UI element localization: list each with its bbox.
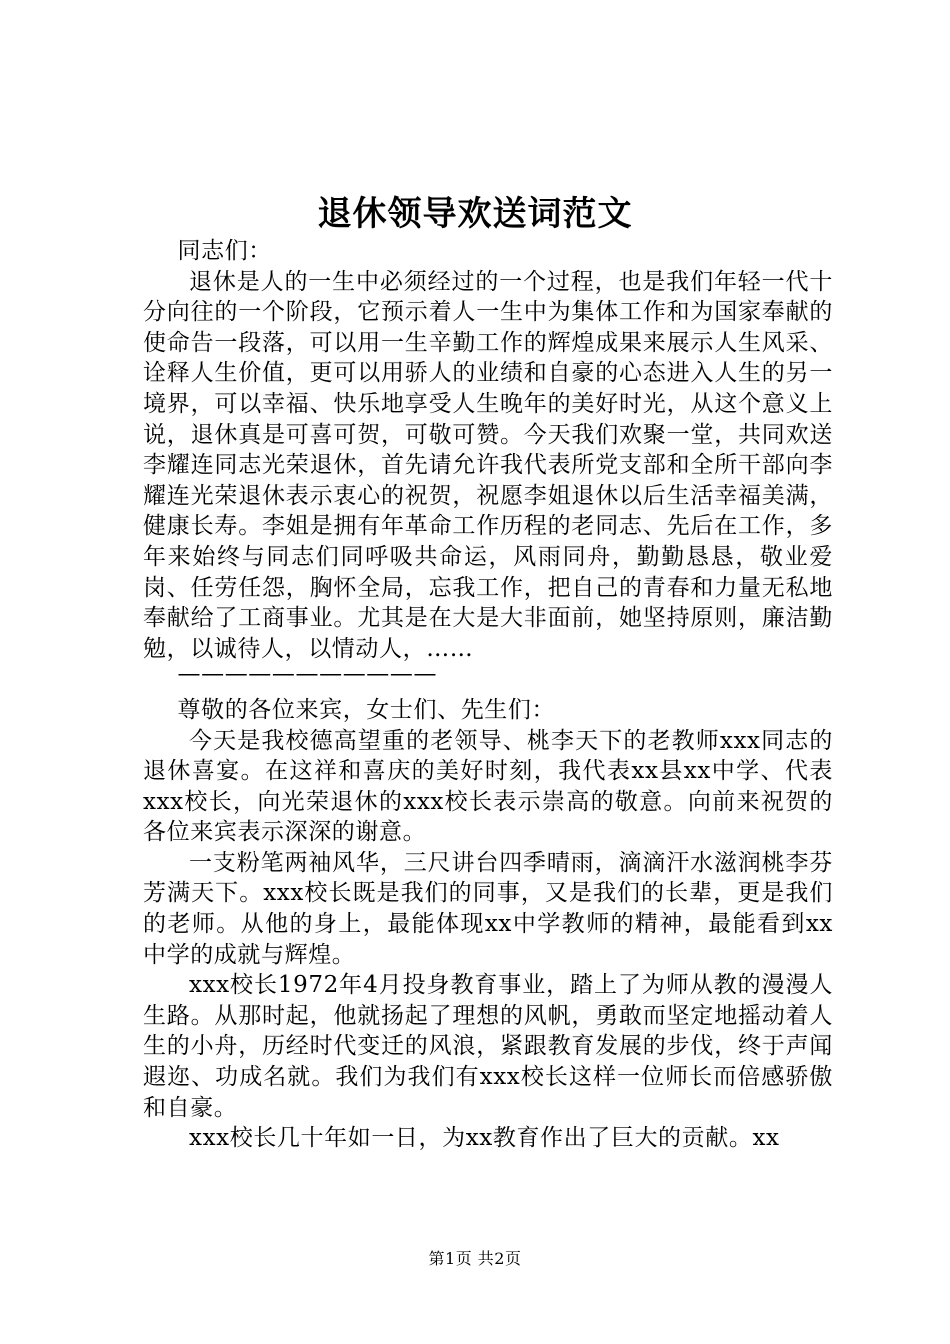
page-number-footer: 第1页 共2页 bbox=[428, 1249, 522, 1268]
paragraph-banquet-intro: 今天是我校德高望重的老领导、桃李天下的老教师xxx同志的退休喜宴。在这祥和喜庆的美好时刻，我代表xx县xx中学、代表xxx校长，向光荣退休的xxx校长表示崇高的敬意。向前来祝贺的各位来宾表示深深的谢意。 bbox=[143, 727, 833, 846]
document-title: 退休领导欢送词范文 bbox=[317, 194, 633, 234]
paragraph-career-start: xxx校长1972年4月投身教育事业，踏上了为师从教的漫漫人生路。从那时起，他就扬起了理想的风帆，勇敢而坚定地摇动着人生的小舟，历经时代变迁的风浪，紧跟教育发展的步伐，终于声闻遐迩、功成名就。我们为我们有xxx校长这样一位师长而倍感骄傲和自豪。 bbox=[143, 972, 833, 1121]
document-body bbox=[143, 236, 833, 1154]
paragraph-chalk-podium: 一支粉笔两袖风华，三尺讲台四季晴雨，滴滴汗水滋润桃李芬芳满天下。xxx校长既是我们的同事，又是我们的长辈，更是我们的老师。从他的身上，最能体现xx中学教师的精神，最能看到xx中学的成就与辉煌。 bbox=[143, 849, 833, 968]
salutation-guests: 尊敬的各位来宾，女士们、先生们： bbox=[177, 696, 556, 723]
salutation-comrades: 同志们： bbox=[177, 238, 272, 264]
paragraph-contribution: xxx校长几十年如一日，为xx教育作出了巨大的贡献。xx bbox=[189, 1125, 780, 1152]
paragraph-retirement-speech: 退休是人的一生中必须经过的一个过程，也是我们年轻一代十分向往的一个阶段，它预示着人一生中为集体工作和为国家奉献的使命告一段落，可以用一生辛勤工作的辉煌成果来展示人生风采、诠释人生价值，更可以用骄人的业绩和自豪的心态进入人生的另一境界，可以幸福、快乐地享受人生晚年的美好时光，从这个意义上说，退休真是可喜可贺，可敬可赞。今天我们欢聚一堂，共同欢送李耀连同志光荣退休，首先请允许我代表所党支部和全所干部向李耀连光荣退休表示衷心的祝贺，祝愿李姐退休以后生活幸福美满，健康长寿。李姐是拥有年革命工作历程的老同志、先后在工作，多年来始终与同志们同呼吸共命运，风雨同舟，勤勤恳恳，敬业爱岗、任劳任怨，胸怀全局，忘我工作，把自己的青春和力量无私地奉献给了工商事业。尤其是在大是大非面前，她坚持原则，廉洁勤勉，以诚待人，以情动人，…… bbox=[143, 268, 833, 662]
section-separator: ——————————— bbox=[177, 661, 438, 688]
